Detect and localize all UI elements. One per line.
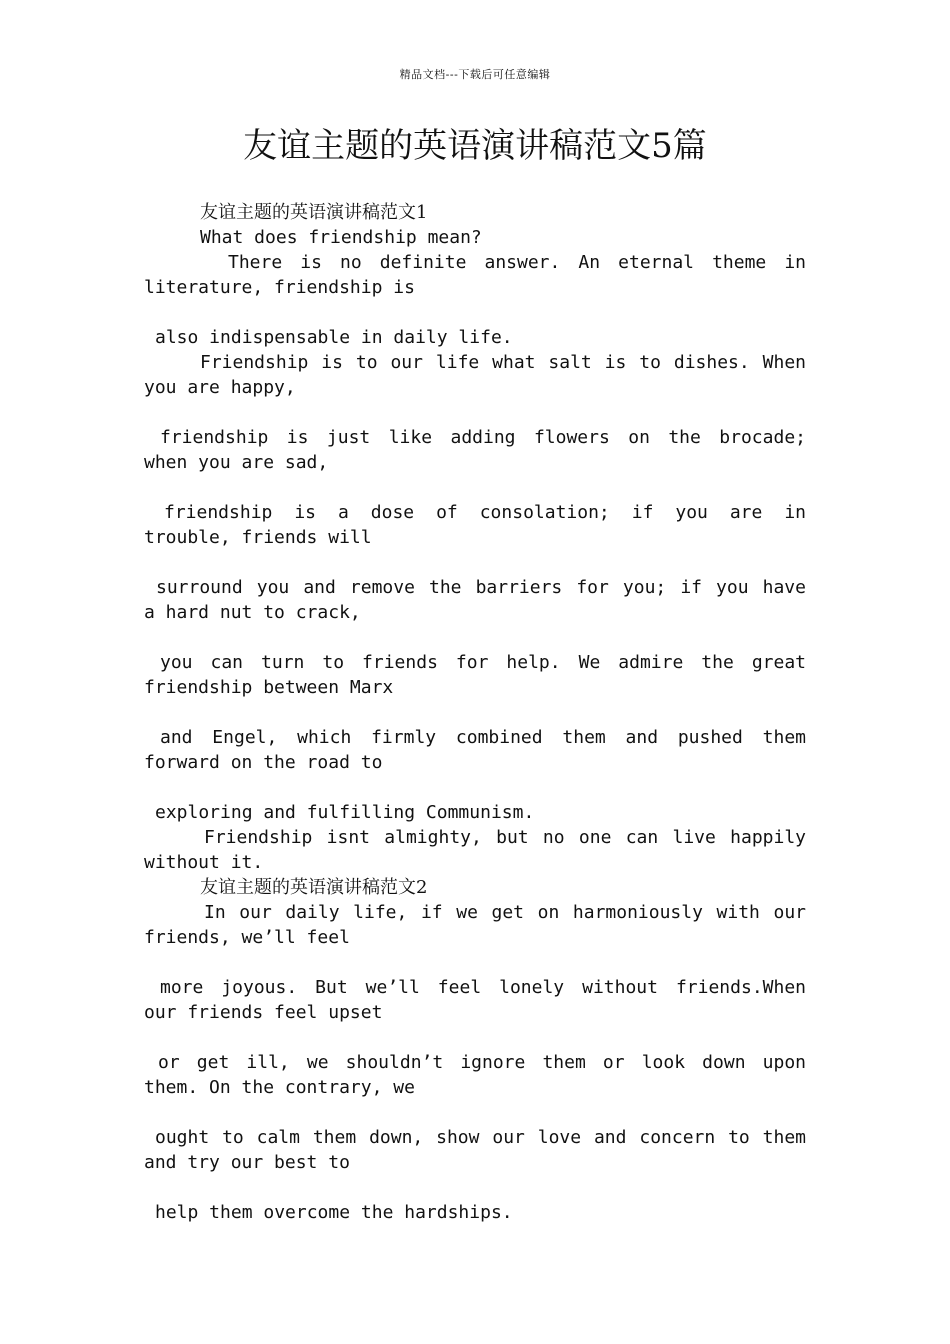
blank-line: [144, 300, 806, 325]
page-header: 精品文档---下载后可任意编辑: [399, 68, 551, 81]
body-line: friendship is just like adding flowers on the brocade;: [160, 427, 806, 448]
body-line: friends, we’ll feel: [144, 927, 350, 948]
body-line: and Engel, which firmly combined them and pushed them: [160, 727, 806, 748]
body-line: help them overcome the hardships.: [155, 1202, 513, 1223]
blank-line: [144, 475, 806, 500]
blank-line: [144, 1175, 806, 1200]
body-line: friendship between Marx: [144, 677, 394, 698]
blank-line: [144, 1025, 806, 1050]
blank-line: [144, 775, 806, 800]
body-line: Friendship is to our life what salt is to dishes. When: [200, 352, 806, 373]
page-title: 友谊主题的英语演讲稿范文5篇: [243, 126, 707, 166]
section-heading-1: 友谊主题的英语演讲稿范文1: [200, 202, 428, 223]
body-line: when you are sad,: [144, 452, 329, 473]
body-line: ought to calm them down, show our love and concern to them: [155, 1127, 806, 1148]
body-line: forward on the road to: [144, 752, 383, 773]
body-line: surround you and remove the barriers for you; if you have: [156, 577, 806, 598]
body-line: more joyous. But we’ll feel lonely without friends.When: [160, 977, 806, 998]
body-line: and try our best to: [144, 1152, 350, 1173]
body-line: There is no definite answer. An eternal theme in: [228, 252, 806, 273]
body-line: In our daily life, if we get on harmoniously with our: [204, 902, 806, 923]
blank-line: [144, 950, 806, 975]
body-line: a hard nut to crack,: [144, 602, 361, 623]
body-line: trouble, friends will: [144, 527, 372, 548]
blank-line: [144, 400, 806, 425]
body-line: friendship is a dose of consolation; if you are in: [164, 502, 806, 523]
body-line: you can turn to friends for help. We admire the great: [160, 652, 806, 673]
blank-line: [144, 700, 806, 725]
body-line: exploring and fulfilling Communism.: [155, 802, 535, 823]
body-line: our friends feel upset: [144, 1002, 383, 1023]
body-line: you are happy,: [144, 377, 296, 398]
blank-line: [144, 1100, 806, 1125]
blank-line: [144, 550, 806, 575]
body-line: without it.: [144, 852, 264, 873]
body-line: them. On the contrary, we: [144, 1077, 415, 1098]
body-line: What does friendship mean?: [200, 227, 482, 248]
body-line: Friendship isnt almighty, but no one can live happily: [204, 827, 806, 848]
document-body: [144, 200, 806, 1225]
blank-line: [144, 625, 806, 650]
body-line: literature, friendship is: [144, 277, 415, 298]
body-line: or get ill, we shouldn’t ignore them or look down upon: [158, 1052, 806, 1073]
body-line: also indispensable in daily life.: [155, 327, 513, 348]
section-heading-2: 友谊主题的英语演讲稿范文2: [200, 877, 428, 898]
